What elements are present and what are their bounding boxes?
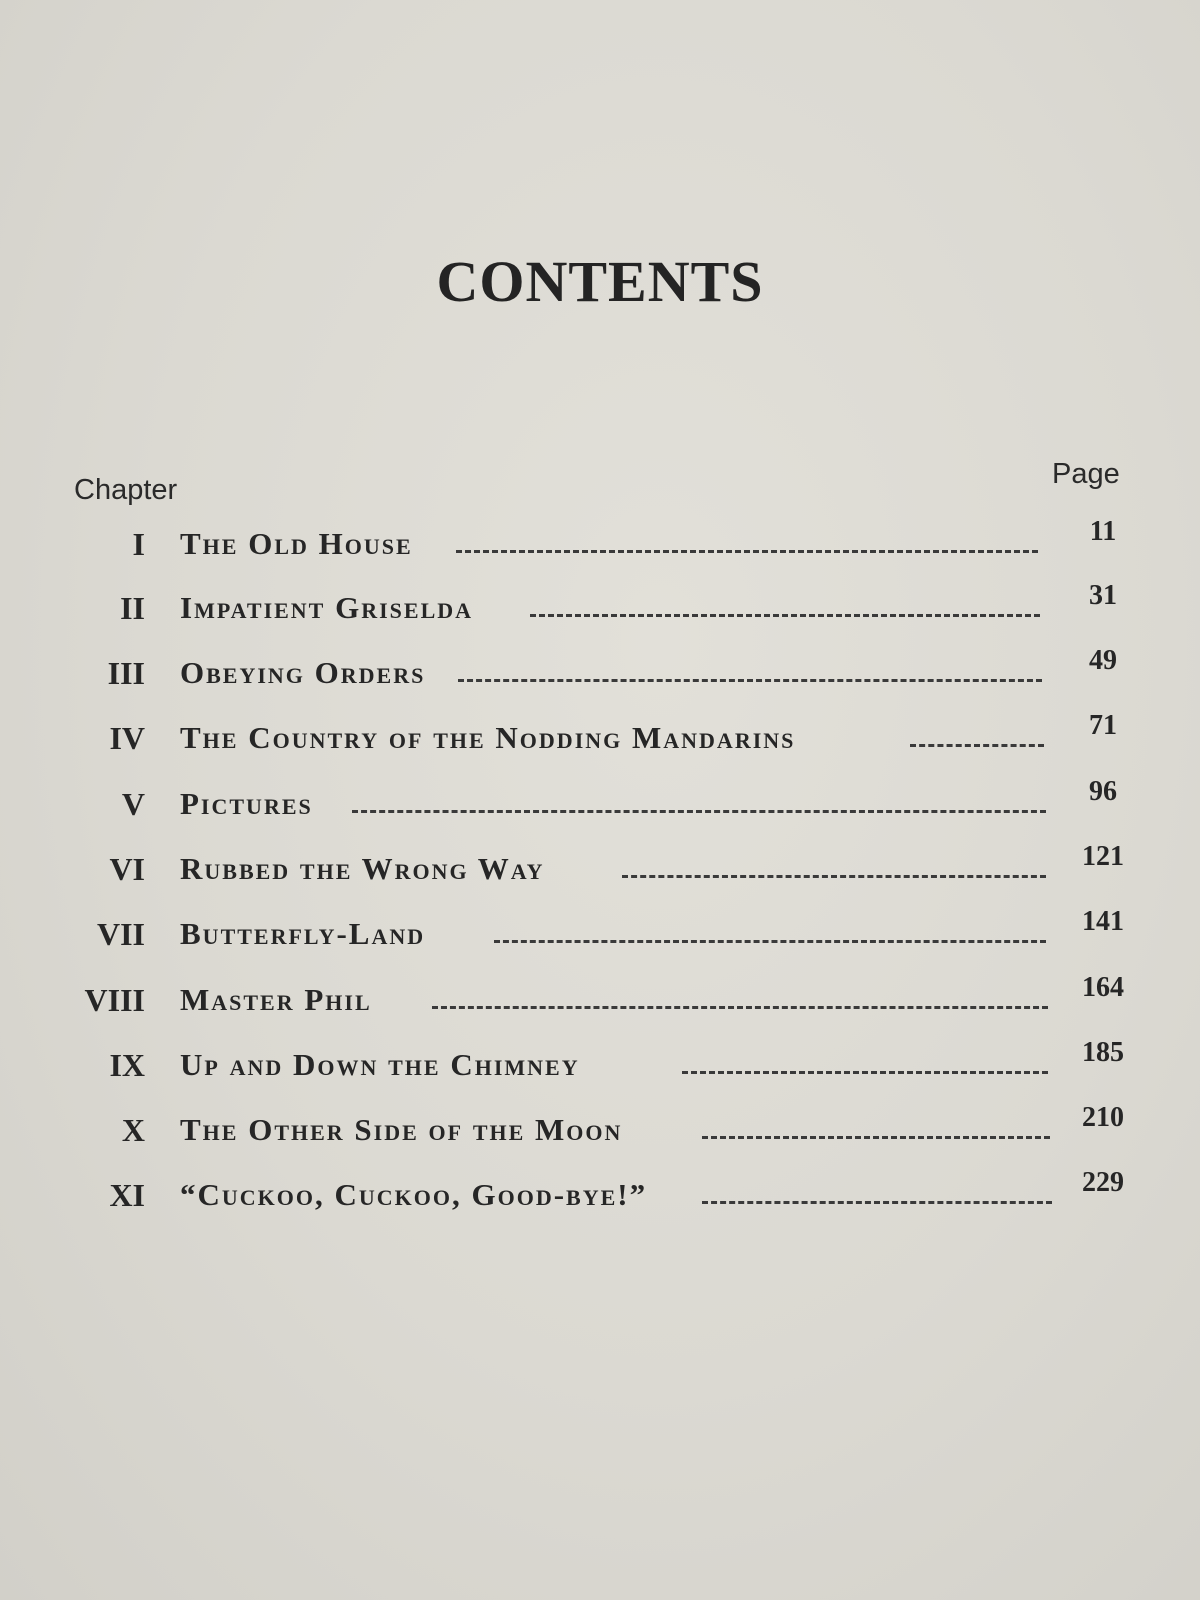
toc-entry [0,710,1200,770]
chapter-page: 210 [1082,1102,1124,1133]
chapter-page: 229 [1082,1167,1124,1198]
page-column-header: Page [1052,458,1120,490]
dot-leader [456,550,1038,553]
chapter-title: Obeying Orders [180,655,426,690]
dot-leader [702,1136,1050,1139]
chapter-column-header: Chapter [74,474,178,506]
chapter-numeral: IX [109,1047,145,1083]
dot-leader [910,744,1044,747]
chapter-numeral: V [121,786,145,822]
chapter-title: Rubbed the Wrong Way [180,851,545,886]
chapter-page: 185 [1082,1037,1124,1068]
toc-entry [0,516,1200,576]
chapter-page: 141 [1082,906,1124,937]
chapter-page: 71 [1089,710,1117,741]
toc-entry [0,776,1200,836]
dot-leader [494,940,1046,943]
chapter-numeral: VII [96,916,145,952]
chapter-numeral: VI [109,851,145,887]
chapter-page: 96 [1089,776,1117,807]
chapter-page: 31 [1089,580,1117,611]
toc-entry [0,1037,1200,1097]
chapter-title: Butterfly-Land [180,916,426,951]
contents-title: CONTENTS [436,249,764,314]
chapter-numeral: III [107,655,145,691]
chapter-title: The Old House [180,526,413,561]
dot-leader [622,875,1046,878]
chapter-numeral: II [120,590,145,626]
dot-leader [530,614,1040,617]
toc-entry [0,1102,1200,1162]
chapter-numeral: I [132,526,145,562]
chapter-title: “Cuckoo, Cuckoo, Good-bye!” [180,1177,648,1212]
toc-entry [0,580,1200,640]
toc-entry [0,972,1200,1032]
toc-entry [0,1167,1200,1227]
chapter-title: The Other Side of the Moon [180,1112,623,1147]
chapter-title: The Country of the Nodding Mandarins [180,720,796,755]
chapter-page: 11 [1089,516,1117,547]
dot-leader [432,1006,1048,1009]
chapter-page: 164 [1082,972,1124,1003]
chapter-numeral: VIII [84,982,145,1018]
chapter-title: Up and Down the Chimney [180,1047,580,1082]
chapter-numeral: X [121,1112,145,1148]
chapter-title: Impatient Griselda [180,590,474,625]
toc-entry [0,645,1200,705]
dot-leader [682,1071,1048,1074]
chapter-page: 49 [1089,645,1117,676]
dot-leader [352,810,1046,813]
toc-entry [0,841,1200,901]
toc-entry [0,906,1200,966]
chapter-numeral: IV [109,720,145,756]
dot-leader [702,1201,1052,1204]
chapter-title: Pictures [180,786,313,821]
chapter-numeral: XI [109,1177,145,1213]
chapter-title: Master Phil [180,982,372,1017]
dot-leader [458,679,1042,682]
chapter-page: 121 [1082,841,1124,872]
